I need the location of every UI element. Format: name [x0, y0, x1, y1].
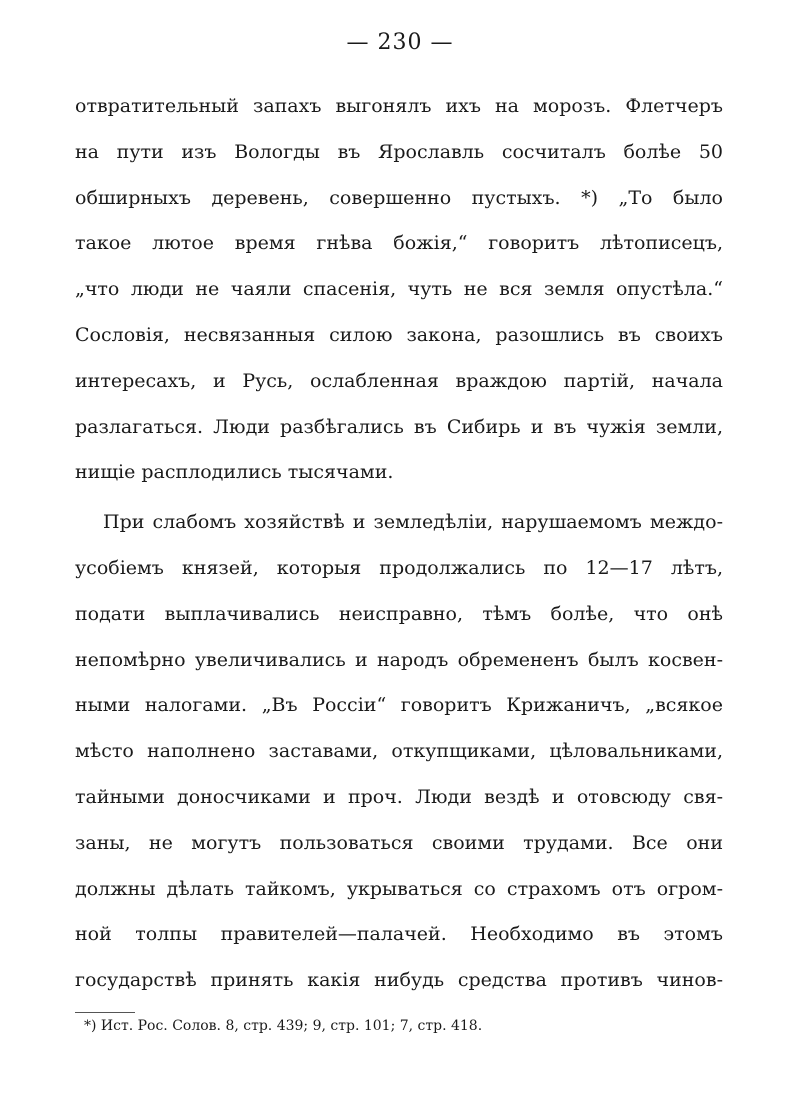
- text-line: усобiемъ князей, которыя продолжались по 12—17 лѣтъ,: [75, 556, 723, 579]
- text-line: интересахъ, и Русь, ослабленная враждою партiй, начала: [75, 369, 723, 392]
- body-text: [75, 84, 723, 1004]
- text-line: на пути изъ Вологды въ Ярославль сосчиталъ болѣе 50: [75, 140, 723, 163]
- footnote-rule: [75, 1012, 135, 1013]
- text-line: При слабомъ хозяйствѣ и земледѣлiи, нарушаемомъ междо-: [103, 511, 723, 534]
- footnote: *) Ист. Рос. Солов. 8, стр. 439; 9, стр. 101; 7, стр. 418.: [84, 1018, 483, 1034]
- text-line: разлагаться. Люди разбѣгались въ Сибирь и въ чужiя земли,: [75, 415, 723, 438]
- text-line: такое лютое время гнѣва божiя,“ говоритъ лѣтописецъ,: [75, 232, 723, 255]
- text-line: государствѣ принять какiя нибудь средства противъ чинов-: [75, 969, 723, 992]
- text-line: обширныхъ деревень, совершенно пустыхъ. *) „То было: [75, 186, 723, 209]
- text-line: ной толпы правителей—палачей. Необходимо въ этомъ: [75, 923, 723, 946]
- text-line: тайными доносчиками и проч. Люди вездѣ и отовсюду свя-: [75, 785, 723, 808]
- text-line: отвратительный запахъ выгонялъ ихъ на морозъ. Флетчеръ: [75, 95, 723, 117]
- text-line: должны дѣлать тайкомъ, укрываться со страхомъ отъ огром-: [75, 877, 723, 900]
- paragraph-1: [75, 84, 723, 496]
- text-line: заны, не могутъ пользоваться своими трудами. Все они: [75, 831, 723, 854]
- paragraph-2: [75, 500, 723, 1004]
- text-line: нищiе расплодились тысячами.: [75, 461, 394, 484]
- text-line: Сословiя, несвязанныя силою закона, разошлись въ своихъ: [75, 323, 723, 346]
- page-number: — 230 —: [346, 30, 454, 55]
- text-line: непомѣрно увеличивались и народъ обремененъ былъ косвен-: [75, 648, 723, 671]
- text-line: мѣсто наполнено заставами, откупщиками, цѣловальниками,: [75, 740, 723, 763]
- text-line: подати выплачивались неисправно, тѣмъ болѣе, что онѣ: [75, 602, 723, 625]
- text-line: „что люди не чаяли спасенiя, чуть не вся земля опустѣла.“: [75, 278, 723, 301]
- text-line: ными налогами. „Въ Россiи“ говоритъ Крижаничъ, „всякое: [75, 694, 723, 717]
